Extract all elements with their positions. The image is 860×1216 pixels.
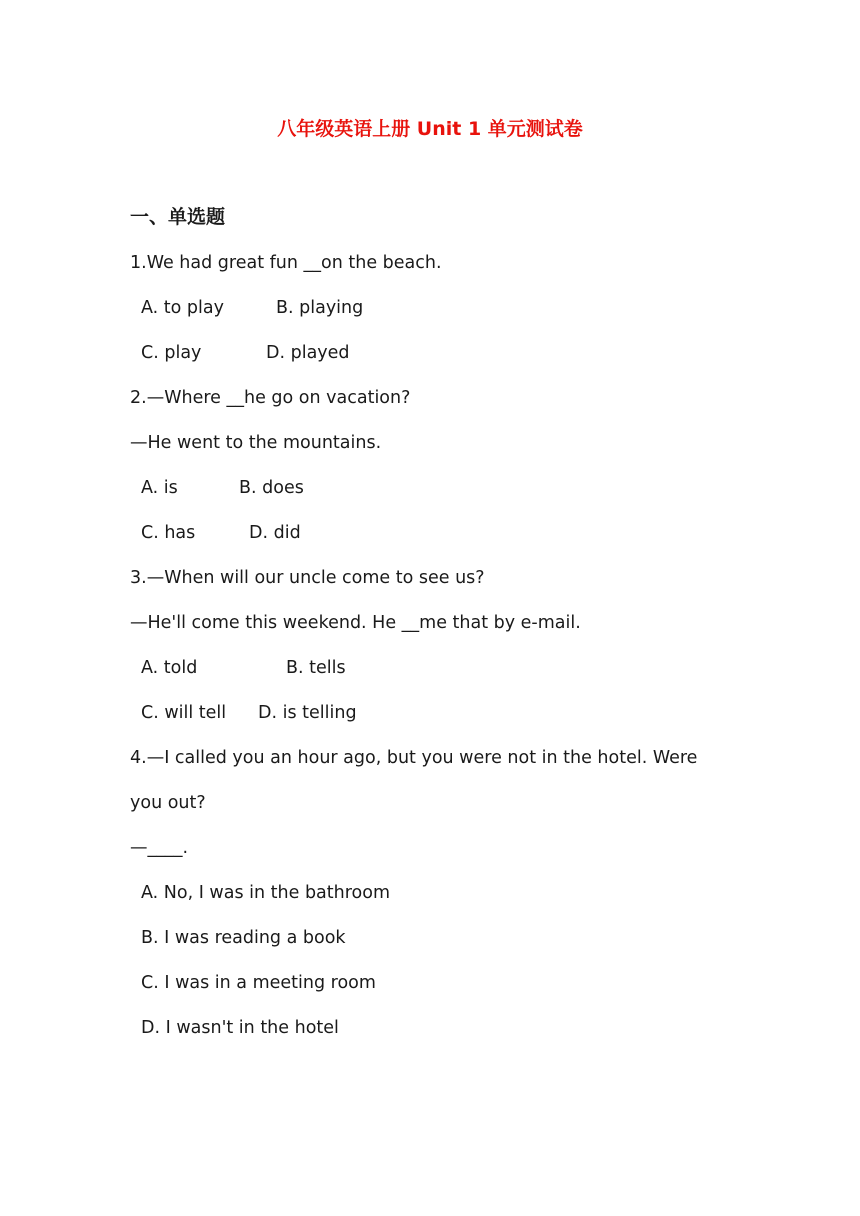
question-3-reply: —He'll come this weekend. He __me that by e-mail. <box>130 613 581 633</box>
question-3-option-d: D. is telling <box>258 703 357 723</box>
question-3-option-c: C. will tell <box>141 703 227 723</box>
question-4-stem-line-1: 4.—I called you an hour ago, but you were not in the hotel. Were <box>130 748 698 768</box>
question-1-stem: 1.We had great fun __on the beach. <box>130 253 442 273</box>
question-2-option-d: D. did <box>249 523 301 543</box>
question-2-option-c: C. has <box>141 523 196 543</box>
question-4-option-c: C. I was in a meeting room <box>141 973 376 993</box>
question-4-reply: —____. <box>130 838 189 858</box>
question-1-option-b: B. playing <box>276 298 364 318</box>
question-2-reply: —He went to the mountains. <box>130 433 382 453</box>
question-1-option-c: C. play <box>141 343 202 363</box>
question-4-option-d: D. I wasn't in the hotel <box>141 1018 339 1038</box>
question-4-stem-line-2: you out? <box>130 793 206 813</box>
question-2-option-b: B. does <box>239 478 304 498</box>
question-3-option-b: B. tells <box>286 658 346 678</box>
document-title: 八年级英语上册 Unit 1 单元测试卷 <box>277 118 583 140</box>
question-2-stem: 2.—Where __he go on vacation? <box>130 388 411 408</box>
question-3-stem: 3.—When will our uncle come to see us? <box>130 568 485 588</box>
question-3-option-a: A. told <box>141 658 198 678</box>
section-heading: 一、单选题 <box>130 206 226 228</box>
question-1-option-a: A. to play <box>141 298 224 318</box>
question-4-option-b: B. I was reading a book <box>141 928 346 948</box>
question-2-option-a: A. is <box>141 478 178 498</box>
question-4-option-a: A. No, I was in the bathroom <box>141 883 391 903</box>
question-1-option-d: D. played <box>266 343 350 363</box>
